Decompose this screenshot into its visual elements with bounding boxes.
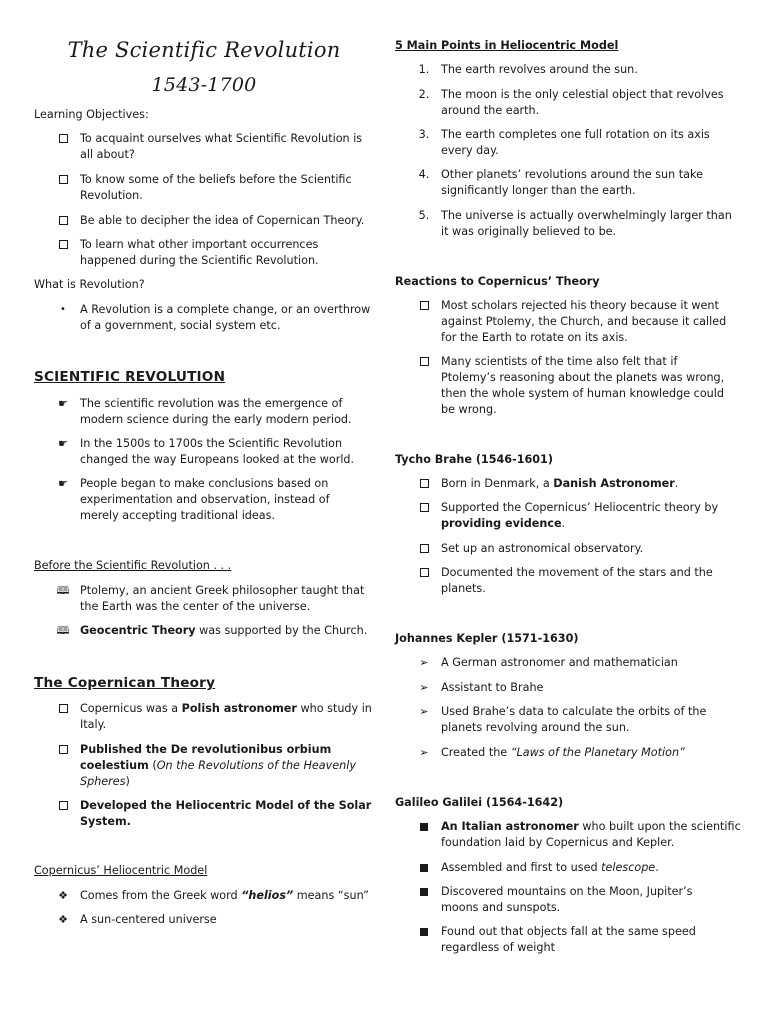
pointing-hand-icon: ☛ — [58, 397, 68, 410]
list-item: 5. The universe is actually overwhelmingly larger than it was originally believed to be. — [418, 209, 732, 238]
before-revolution-heading: Before the Scientific Revolution . . . — [34, 559, 232, 572]
diamond-bullet-icon: ❖ — [58, 913, 68, 926]
arrowhead-icon: ➢ — [419, 746, 429, 759]
page-title: The Scientific Revolution — [67, 38, 341, 62]
arrowhead-icon: ➢ — [419, 705, 429, 718]
checkbox-icon — [56, 172, 70, 189]
list-item: Discovered mountains on the Moon, Jupiter’s moons and sunspots. — [417, 884, 747, 916]
page-years: 1543-1700 — [151, 74, 257, 96]
checkbox-icon — [56, 701, 70, 718]
copernican-theory-heading: The Copernican Theory — [34, 675, 216, 691]
heliocentric-model-heading: Copernicus’ Heliocentric Model — [34, 864, 208, 877]
checkbox-icon — [56, 213, 70, 230]
list-item: Assembled and first to used telescope. — [417, 860, 747, 876]
list-item: ➢ Assistant to Brahe — [417, 680, 747, 696]
list-item: To acquaint ourselves what Scientific Revolution is all about? — [56, 131, 376, 163]
list-item: Documented the movement of the stars and the planets. — [417, 565, 747, 597]
list-item: 1. The earth revolves around the sun. — [418, 63, 638, 76]
list-item: 🕮 Ptolemy, an ancient Greek philosopher taught that the Earth was the center of the universe. — [56, 584, 365, 613]
list-item: An Italian astronomer who built upon the scientific foundation laid by Copernicus and Kepler. — [417, 819, 747, 851]
open-book-icon: 🕮 — [56, 584, 70, 597]
list-item: Born in Denmark, a Danish Astronomer. — [417, 476, 747, 492]
list-item: Supported the Copernicus’ Heliocentric theory by providing evidence. — [417, 500, 747, 532]
arrowhead-icon: ➢ — [419, 656, 429, 669]
list-item: ➢ Used Brahe’s data to calculate the orbits of the planets revolving around the sun. — [417, 704, 747, 736]
diamond-bullet-icon: ❖ — [58, 889, 68, 902]
what-is-revolution-heading: What is Revolution? — [34, 278, 145, 291]
arrowhead-icon: ➢ — [419, 681, 429, 694]
list-item: ❖ A sun-centered universe — [56, 912, 376, 928]
reactions-heading: Reactions to Copernicus’ Theory — [395, 275, 600, 288]
list-item: 🕮 Geocentric Theory was supported by the Church. — [56, 624, 368, 637]
list-item: ❖ Comes from the Greek word “helios” means “sun” — [56, 888, 376, 904]
list-item: ➢ A German astronomer and mathematician — [417, 655, 747, 671]
pointing-hand-icon: ☛ — [58, 437, 68, 450]
five-main-points-heading: 5 Main Points in Heliocentric Model — [395, 39, 619, 52]
checkbox-icon — [417, 541, 431, 558]
kepler-heading: Johannes Kepler (1571-1630) — [395, 632, 579, 645]
bullet-icon: • — [60, 304, 66, 315]
list-item: ☛ In the 1500s to 1700s the Scientific Revolution changed the way Europeans looked at the world. — [56, 436, 376, 468]
list-item: Developed the Heliocentric Model of the Solar System. — [56, 798, 376, 830]
list-item: 2. The moon is the only celestial object that revolves around the earth. — [418, 88, 724, 117]
list-item: To know some of the beliefs before the Scientific Revolution. — [56, 172, 376, 204]
checkbox-icon — [417, 354, 431, 371]
list-item: Found out that objects fall at the same speed regardless of weight — [417, 924, 747, 956]
checkbox-icon — [56, 798, 70, 815]
list-item: ➢ Created the “Laws of the Planetary Motion” — [417, 745, 747, 761]
list-item: 3. The earth completes one full rotation on its axis every day. — [418, 128, 710, 157]
checkbox-icon — [417, 500, 431, 517]
learning-objectives-heading: Learning Objectives: — [34, 108, 149, 121]
galileo-heading: Galileo Galilei (1564-1642) — [395, 796, 564, 809]
pointing-hand-icon: ☛ — [58, 477, 68, 490]
checkbox-icon — [417, 298, 431, 315]
list-item: Published the De revolutionibus orbium coelestium (On the Revolutions of the Heavenly Spheres) — [56, 742, 376, 790]
list-item: ☛ People began to make conclusions based on experimentation and observation, instead of merely accepting traditional ideas. — [56, 476, 376, 524]
square-bullet-icon — [417, 924, 431, 941]
square-bullet-icon — [417, 819, 431, 836]
square-bullet-icon — [417, 860, 431, 877]
scientific-revolution-heading: SCIENTIFIC REVOLUTION — [34, 369, 226, 385]
list-item: 4. Other planets’ revolutions around the sun take significantly longer than the earth. — [418, 168, 703, 197]
list-item: To learn what other important occurrences happened during the Scientific Revolution. — [56, 237, 376, 269]
list-item: Set up an astronomical observatory. — [417, 541, 747, 557]
list-item: • A Revolution is a complete change, or an overthrow of a government, social system etc. — [56, 302, 376, 334]
open-book-icon: 🕮 — [56, 624, 70, 637]
list-item: ☛ The scientific revolution was the emergence of modern science during the early modern period. — [56, 396, 376, 428]
list-item: Most scholars rejected his theory because it went against Ptolemy, the Church, and because it called for the Earth to rotate on its axis. — [417, 298, 747, 346]
list-item: Copernicus was a Polish astronomer who study in Italy. — [56, 701, 376, 733]
checkbox-icon — [56, 131, 70, 148]
checkbox-icon — [417, 476, 431, 493]
checkbox-icon — [417, 565, 431, 582]
tycho-brahe-heading: Tycho Brahe (1546-1601) — [395, 453, 553, 466]
list-item: Be able to decipher the idea of Copernican Theory. — [56, 213, 376, 229]
checkbox-icon — [56, 742, 70, 759]
square-bullet-icon — [417, 884, 431, 901]
list-item: Many scientists of the time also felt that if Ptolemy’s reasoning about the planets was wrong, then the whole system of human knowledge could be wrong. — [417, 354, 747, 418]
checkbox-icon — [56, 237, 70, 254]
